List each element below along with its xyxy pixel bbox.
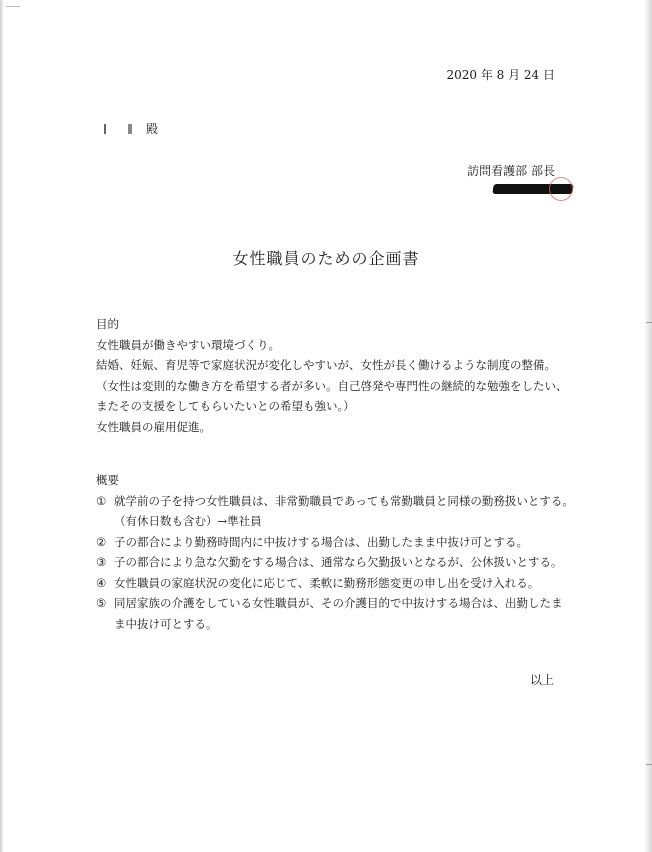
page-edge-left: [0, 0, 3, 852]
addressee-suffix: 殿: [146, 122, 159, 136]
overview-item: [96, 491, 574, 512]
item-text: 子の都合により急な欠勤をする場合は、通常なら欠勤扱いとなるが、公休扱いとする。: [114, 555, 563, 569]
item-text: 就学前の子を持つ女性職員は、非常勤職員であっても常勤職員と同様の勤務扱いとする。: [114, 493, 574, 508]
item-number: ①: [96, 493, 107, 508]
overview-section: [96, 470, 574, 634]
addressee-name-redacted: [98, 124, 144, 134]
purpose-line: またその支援をしてもらいたいとの希望も強い。）: [96, 399, 355, 413]
overview-item: [96, 532, 574, 553]
seal-stamp-icon: [549, 177, 573, 201]
item-number: ②: [96, 534, 107, 549]
scan-corner-mark: [6, 6, 20, 7]
item-continuation: ま中抜け可とする。: [114, 616, 218, 631]
item-text: 子の都合により勤務時間内に中抜けする場合は、出勤したまま中抜け可とする。: [114, 534, 528, 549]
overview-item: [96, 593, 574, 614]
purpose-line: （女性は変則的な働き方を希望する者が多い。自己啓発や専門性の継続的な勉強をしたい、: [96, 378, 568, 393]
item-continuation: （有休日数も含む）→準社員: [114, 514, 262, 528]
page-edge-right: [644, 0, 652, 852]
purpose-line: 女性職員の雇用促進。: [96, 419, 211, 434]
item-text: 同居家族の介護をしている女性職員が、その介護目的で中抜けする場合は、出勤したま: [114, 596, 563, 610]
overview-item: [96, 573, 574, 594]
item-text: 女性職員の家庭状況の変化に応じて、柔軟に勤務形態変更の申し出を受け入れる。: [114, 575, 540, 590]
item-number: ⑤: [96, 596, 107, 610]
document-date: 2020 年 8 月 24 日: [446, 68, 555, 82]
overview-item: [96, 552, 574, 573]
purpose-section: [96, 314, 568, 437]
scan-tick-mark: [646, 764, 652, 765]
purpose-heading: 目的: [96, 317, 119, 331]
item-number: ④: [96, 575, 107, 590]
scan-tick-mark: [646, 322, 652, 323]
sender-department: 訪問看護部 部長: [467, 164, 555, 178]
purpose-line: 女性職員が働きやすい環境づくり。: [96, 337, 280, 352]
sender-name-redacted: [493, 182, 577, 196]
purpose-line: 結婚、妊娠、育児等で家庭状況が変化しやすいが、女性が長く働けるような制度の整備。: [96, 358, 556, 372]
addressee: [98, 120, 158, 137]
overview-heading: 概要: [96, 473, 119, 487]
closing-mark: 以上: [530, 673, 555, 687]
document-title: 女性職員のための企画書: [232, 249, 420, 268]
item-number: ③: [96, 555, 107, 569]
